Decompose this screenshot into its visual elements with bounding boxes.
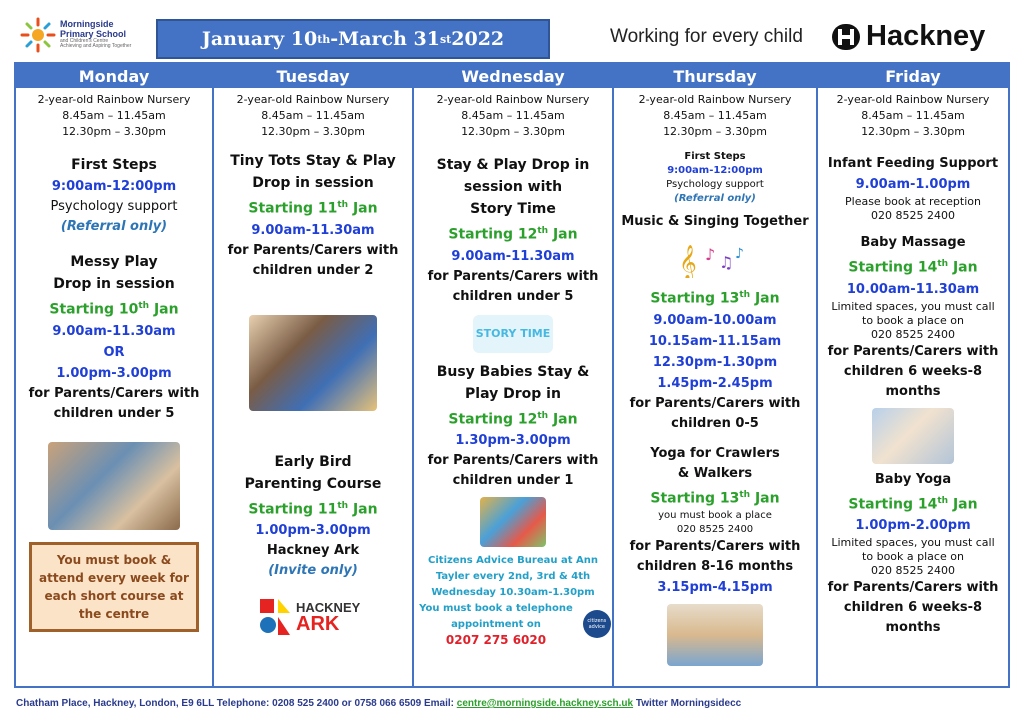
start-month: Jan [149, 301, 179, 318]
nursery-slot2: 12.30pm – 3.30pm [261, 125, 365, 138]
column-friday [818, 64, 1008, 686]
ark-logo-top: HACKNEY [296, 599, 361, 615]
tiny-tots-title: Tiny Tots Stay & Play [230, 153, 396, 169]
baby-massage-start [818, 253, 1008, 279]
date-range-banner [156, 19, 550, 59]
start-month: Jan [948, 259, 978, 276]
baby-massage-phone: 020 8525 2400 [871, 327, 955, 341]
start-text: Starting 13 [650, 290, 740, 307]
nursery-slot1: 8.45am – 11.45am [663, 109, 767, 122]
stay-play-title-1: Stay & Play Drop in [436, 157, 590, 173]
yoga-audience-1: for Parents/Carers with [629, 539, 801, 555]
day-header-tuesday: Tuesday [214, 64, 412, 88]
sun-logo-icon [20, 17, 56, 53]
stay-play-title-3: Story Time [470, 201, 556, 217]
hackney-ark-logo [258, 597, 368, 637]
date-end-sup: st [439, 32, 452, 46]
stay-play-title-2: session with [463, 179, 563, 195]
yoga-title-1: Yoga for Crawlers [650, 445, 780, 461]
column-thursday [614, 64, 818, 686]
nursery-slot1: 8.45am – 11.45am [261, 109, 365, 122]
cab-phone: 0207 275 6020 [445, 633, 547, 648]
music-time-4: 1.45pm-2.45pm [657, 375, 773, 391]
first-steps-title: First Steps [71, 157, 157, 173]
start-month: Jan [548, 411, 578, 428]
start-month: Jan [948, 496, 978, 513]
start-text: Starting 13 [650, 490, 740, 507]
psychology-support: Psychology support [666, 179, 764, 190]
start-sup: th [337, 500, 349, 511]
psychology-support: Psychology support [50, 199, 178, 214]
day-header-monday: Monday [16, 64, 212, 88]
start-month: Jan [348, 200, 378, 217]
messy-audience-1: for Parents/Carers with [28, 385, 200, 401]
baby-yoga-phone: 020 8525 2400 [871, 564, 955, 578]
yoga-photo [667, 604, 763, 666]
nursery-slot1: 8.45am – 11.45am [461, 109, 565, 122]
early-bird-title: Early Bird [274, 453, 352, 470]
infant-feeding-booking: Please book at reception [845, 195, 981, 208]
yoga-time: 3.15pm-4.15pm [657, 580, 773, 596]
school-name-line3: and Children's Centre [60, 38, 109, 45]
music-time-3: 12.30pm-1.30pm [652, 354, 778, 370]
ark-logo-bottom: ARK [296, 612, 340, 635]
baby-yoga-limited-1: Limited spaces, you must call [831, 536, 995, 550]
yoga-title-2: & Walkers [677, 465, 753, 481]
start-sup: th [739, 290, 751, 300]
cab-line-4: You must book a telephone [419, 603, 573, 615]
start-sup: th [739, 489, 751, 500]
column-wednesday [414, 64, 614, 686]
cab-line-2: Tayler every 2nd, 3rd & 4th [435, 571, 591, 583]
yoga-phone: 020 8525 2400 [676, 524, 754, 536]
messy-start-date [16, 295, 212, 321]
start-sup: th [537, 226, 549, 236]
tagline: Working for every child [610, 26, 803, 47]
start-month: Jan [348, 501, 378, 518]
music-start [614, 284, 816, 310]
referral-only: (Referral only) [60, 219, 168, 234]
start-text: Starting 10 [49, 301, 139, 318]
nursery-slot2: 12.30pm – 3.30pm [62, 125, 166, 138]
referral-only: (Referral only) [674, 193, 756, 204]
nursery-title: 2-year-old Rainbow Nursery [236, 93, 390, 106]
start-text: Starting 14 [848, 496, 938, 513]
cab-line-3: Wednesday 10.30am-1.30pm [431, 587, 595, 599]
start-text: Starting 12 [448, 411, 538, 428]
stay-play-time: 9.00am-11.30am [451, 248, 575, 264]
start-text: Starting 12 [448, 226, 538, 243]
baby-massage-limited-2: to book a place on [862, 313, 964, 327]
start-sup: th [937, 259, 949, 269]
baby-massage-limited-1: Limited spaces, you must call [831, 299, 995, 313]
messy-audience-2: children under 5 [53, 405, 175, 421]
music-time-1: 9.00am-10.00am [653, 312, 777, 328]
tiny-tots-photo [249, 315, 377, 411]
nursery-title: 2-year-old Rainbow Nursery [836, 93, 990, 106]
tiny-tots-audience-1: for Parents/Carers with [227, 242, 399, 258]
start-text: Starting 14 [848, 259, 938, 276]
messy-play-photo [48, 442, 180, 530]
nursery-slot2: 12.30pm – 3.30pm [461, 125, 565, 138]
baby-yoga-audience-3: months [885, 620, 941, 636]
nursery-slot2: 12.30pm – 3.30pm [861, 125, 965, 138]
music-audience-1: for Parents/Carers with [629, 395, 801, 411]
school-name-line1: Morningside [60, 19, 114, 30]
footer-twitter: Twitter Morningsidecc [633, 698, 742, 709]
yoga-audience-2: children 8-16 months [636, 559, 794, 575]
school-logo [20, 14, 150, 56]
start-month: Jan [750, 290, 780, 307]
start-text: Starting 11 [248, 501, 338, 518]
weekly-timetable [14, 62, 1010, 688]
start-sup: th [537, 410, 549, 421]
baby-yoga-audience-2: children 6 weeks-8 [843, 600, 983, 616]
yoga-start [614, 484, 816, 510]
email-link[interactable]: centre@morningside.hackney.sch.uk [456, 698, 634, 709]
invite-only: (Invite only) [268, 563, 358, 579]
parenting-course-title: Parenting Course [244, 475, 382, 492]
music-notes-icon [675, 238, 755, 278]
column-monday [16, 64, 214, 686]
music-time-2: 10.15am-11.15am [648, 333, 782, 349]
busy-babies-time: 1.30pm-3.00pm [455, 433, 571, 449]
messy-time-1: 9.00am-11.30am [52, 323, 176, 339]
first-steps-time: 9:00am-12:00pm [667, 165, 763, 176]
early-bird-time: 1.00pm-3.00pm [255, 523, 371, 539]
baby-massage-photo [872, 408, 954, 464]
busy-babies-audience-1: for Parents/Carers with [427, 453, 599, 469]
music-title: Music & Singing Together [621, 214, 809, 229]
contact-footer [16, 698, 741, 709]
nursery-slot1: 8.45am – 11.45am [62, 109, 166, 122]
messy-play-subtitle: Drop in session [53, 276, 175, 292]
nursery-slot2: 12.30pm – 3.30pm [663, 125, 767, 138]
council-logo [830, 20, 985, 53]
infant-feeding-title: Infant Feeding Support [827, 156, 999, 171]
baby-yoga-time: 1.00pm-2.00pm [855, 518, 971, 534]
busy-babies-audience-2: children under 1 [452, 473, 574, 489]
column-tuesday [214, 64, 414, 686]
footer-address: Chatham Place, Hackney, London, E9 6LL Telephone: 0208 525 2400 or 0758 066 6509 Email: [16, 698, 457, 709]
day-header-thursday: Thursday [614, 64, 816, 88]
nursery-title: 2-year-old Rainbow Nursery [638, 93, 792, 106]
council-name: Hackney [866, 20, 986, 52]
start-sup: th [337, 200, 349, 210]
svg-text:♪: ♪ [705, 245, 716, 264]
first-steps-title: First Steps [684, 151, 746, 162]
messy-or: OR [103, 344, 125, 360]
messy-time-2: 1.00pm-3.00pm [56, 365, 172, 381]
infant-feeding-time: 9.00am-1.00pm [855, 177, 971, 192]
baby-massage-audience-1: for Parents/Carers with [827, 343, 999, 359]
day-header-wednesday: Wednesday [414, 64, 612, 88]
busy-babies-title-1: Busy Babies Stay & [436, 363, 590, 380]
svg-text:♫: ♫ [719, 253, 734, 272]
busy-babies-title-2: Play Drop in [465, 385, 561, 402]
early-bird-start [214, 495, 412, 521]
start-month: Jan [548, 226, 578, 243]
date-year: 2022 [451, 28, 505, 50]
day-header-friday: Friday [818, 64, 1008, 88]
svg-text:𝄞: 𝄞 [679, 245, 697, 278]
messy-play-title: Messy Play [70, 254, 158, 270]
tiny-tots-audience-2: children under 2 [252, 262, 374, 278]
early-bird-venue: Hackney Ark [266, 543, 360, 559]
cab-line-5: appointment on [451, 619, 541, 631]
citizens-advice-logo: citizens advice [583, 610, 611, 638]
baby-massage-audience-2: children 6 weeks-8 [843, 363, 983, 379]
nursery-title: 2-year-old Rainbow Nursery [436, 93, 590, 106]
baby-yoga-title: Baby Yoga [874, 471, 952, 487]
cab-line-1: Citizens Advice Bureau at Ann [428, 555, 598, 567]
booking-notice: You must book & attend every week for each short course at the centre [29, 542, 199, 632]
date-start-sup: th [317, 32, 331, 46]
music-audience-2: children 0-5 [671, 415, 759, 431]
school-motto: Achieving and Aspiring Together [60, 43, 132, 50]
stay-play-audience-1: for Parents/Carers with [427, 268, 599, 284]
busy-babies-start [414, 405, 612, 431]
baby-massage-time: 10.00am-11.30am [846, 281, 980, 297]
baby-massage-audience-3: months [885, 383, 941, 399]
nursery-title: 2-year-old Rainbow Nursery [37, 93, 191, 106]
date-start: January 10 [201, 28, 318, 50]
stay-play-start [414, 220, 612, 246]
start-month: Jan [750, 490, 780, 507]
start-text: Starting 11 [248, 200, 338, 217]
start-sup: th [937, 495, 949, 506]
baby-yoga-limited-2: to book a place on [862, 550, 964, 564]
baby-massage-title: Baby Massage [860, 235, 966, 250]
ark-shapes-icon [258, 597, 292, 637]
baby-yoga-start [818, 490, 1008, 516]
tiny-tots-time: 9.00am-11.30am [251, 222, 375, 238]
svg-text:♪: ♪ [735, 246, 744, 262]
tiny-tots-subtitle: Drop in session [252, 175, 374, 191]
yoga-booking: you must book a place [658, 510, 772, 522]
infant-feeding-phone: 020 8525 2400 [871, 209, 955, 222]
busy-babies-photo [480, 497, 546, 547]
nursery-slot1: 8.45am – 11.45am [861, 109, 965, 122]
date-mid: -March 31 [330, 28, 440, 50]
baby-yoga-audience-1: for Parents/Carers with [827, 580, 999, 596]
hackney-h-icon [830, 22, 862, 52]
stay-play-audience-2: children under 5 [452, 288, 574, 304]
tiny-tots-start [214, 194, 412, 220]
story-time-logo: STORY TIME [473, 315, 553, 353]
first-steps-time: 9:00am-12:00pm [51, 179, 177, 194]
start-sup: th [138, 301, 150, 311]
school-name-line2: Primary School [60, 28, 127, 39]
